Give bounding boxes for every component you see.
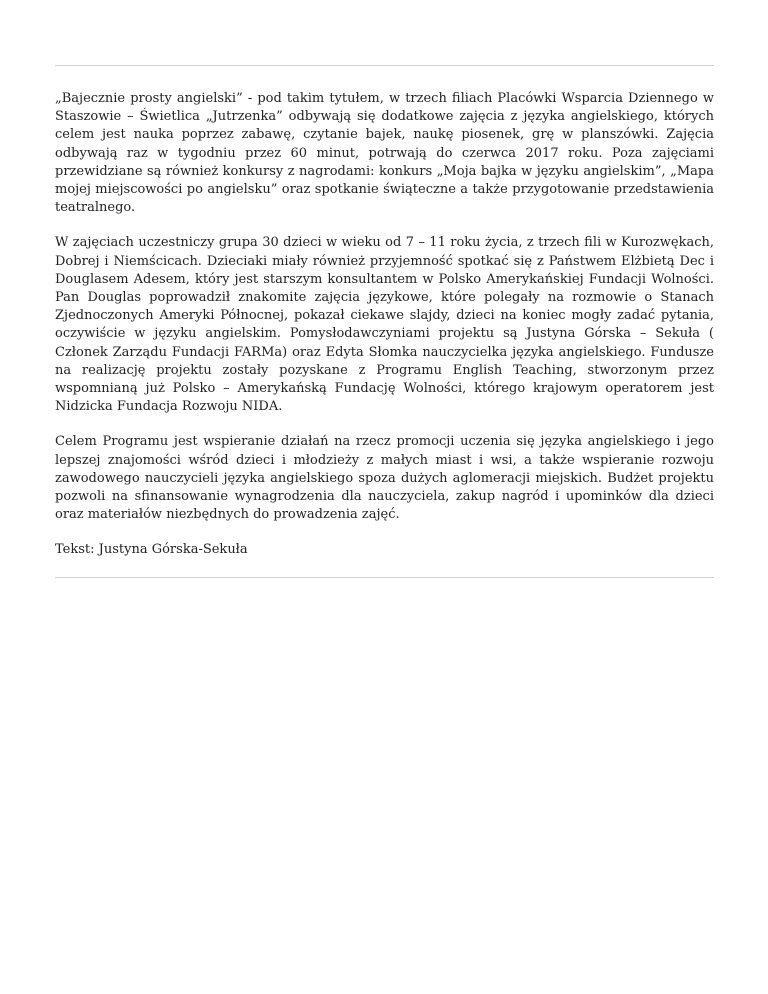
article-body [55, 66, 714, 560]
author-credit: Tekst: Justyna Górska-Sekuła [55, 542, 248, 558]
bottom-divider [55, 577, 714, 578]
article-paragraph-3: Celem Programu jest wspieranie działań na rzecz promocji uczenia się języka angielskiego i jego lepszej znajomości wśród dzieci i młodzieży z małych miast i wsi, a także wspieranie rozwoju zawodowego nauczycieli języka angielskiego spoza dużych aglomeracji miejskich. Budżet projektu pozwoli na sfinansowanie wynagrodzenia dla nauczyciela, zakup nagród i upominków dla dzieci oraz materiałów niezbędnych do prowadzenia zajęć. [55, 434, 714, 523]
document-page [55, 0, 714, 578]
article-paragraph-2: W zajęciach uczestniczy grupa 30 dzieci w wieku od 7 – 11 roku życia, z trzech fili w Kurozwękach, Dobrej i Niemścicach. Dzieciaki miały również przyjemność spotkać się z Państwem Elżbietą Dec i Douglasem Adesem, który jest starszym konsultantem w Polsko Amerykańskiej Fundacji Wolności. Pan Douglas poprowadził znakomite zajęcia językowe, które polegały na rozmowie o Stanach Zjednoczonych Ameryki Północnej, pokazał ciekawe slajdy, dzieci na koniec mogły zadać pytania, oczywiście w języku angielskim. Pomysłodawczyniami projektu są Justyna Górska – Sekuła ( Członek Zarządu Fundacji FARMa) oraz Edyta Słomka nauczycielka języka angielskiego. Fundusze na realizację projektu zostały pozyskane z Programu English Teaching, stworzonym przez wspomnianą już Polsko – Amerykańską Fundację Wolności, którego krajowym operatorem jest Nidzicka Fundacja Rozwoju NIDA. [55, 235, 714, 415]
article-paragraph-1: „Bajecznie prosty angielski” - pod takim tytułem, w trzech filiach Placówki Wsparcia Dziennego w Staszowie – Świetlica „Jutrzenka” odbywają się dodatkowe zajęcia z języka angielskiego, których celem jest nauka poprzez zabawę, czytanie bajek, naukę piosenek, grę w planszówki. Zajęcia odbywają raz w tygodniu przez 60 minut, potrwają do czerwca 2017 roku. Poza zajęciami przewidziane są również konkursy z nagrodami: konkurs „Moja bajka w języku angielskim”, „Mapa mojej miejscowości po angielsku” oraz spotkanie świąteczne a także przygotowanie przedstawienia teatralnego. [55, 91, 714, 216]
